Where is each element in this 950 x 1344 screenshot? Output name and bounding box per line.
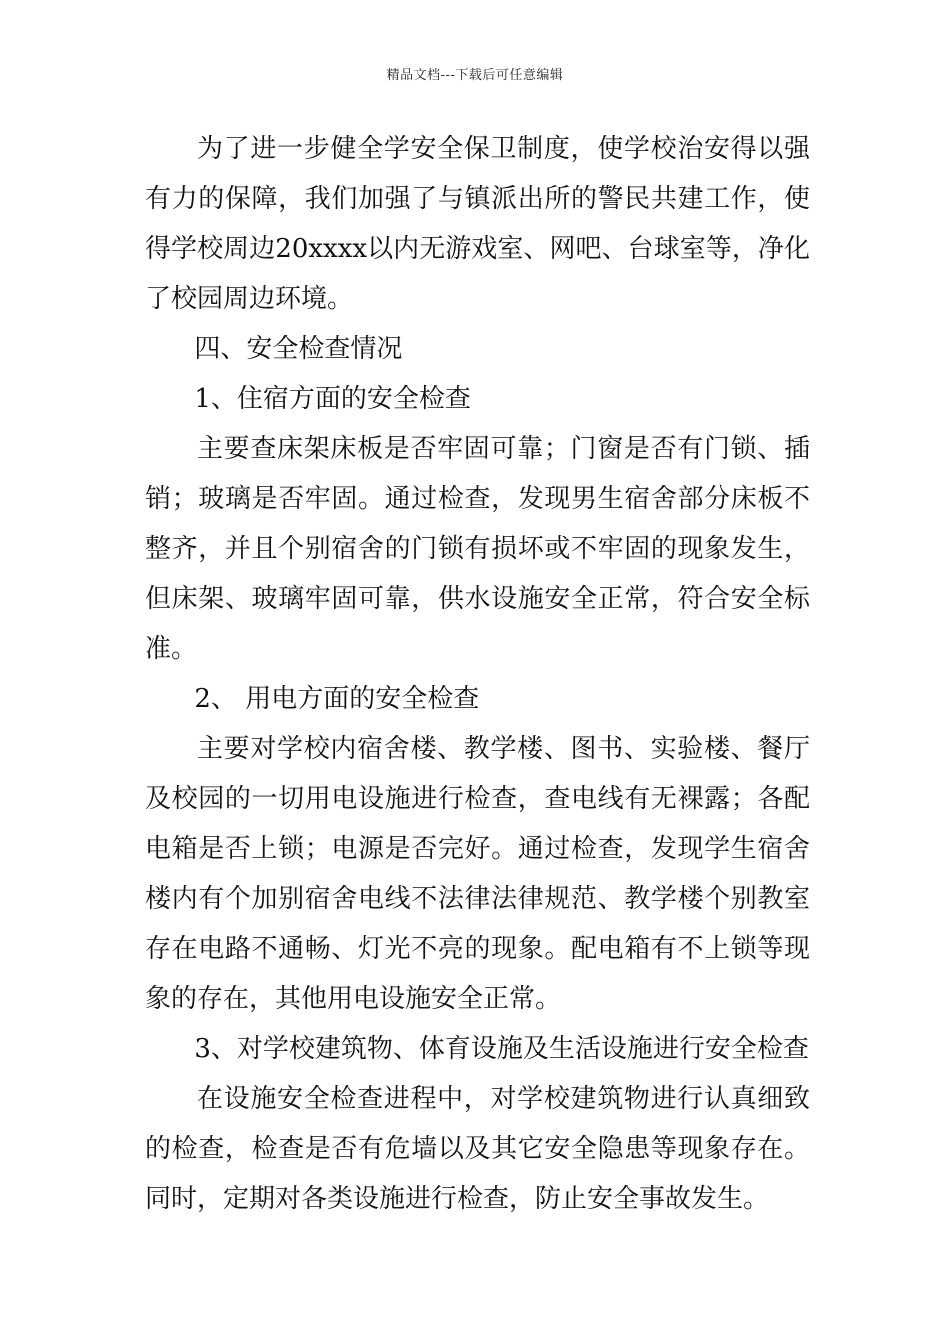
page-header: 精品文档---下载后可任意编辑 [386,68,564,83]
document-body [145,124,810,1224]
subheading-dormitory-inspection: 1、住宿方面的安全检查 [194,384,471,414]
subheading-facilities-inspection: 3、对学校建筑物、体育设施及生活设施进行安全检查 [194,1034,809,1064]
paragraph-electricity-inspection: 主要对学校内宿舍楼、教学楼、图书、实验楼、餐厅及校园的一切用电设施进行检查，查电线有无裸露；各配电箱是否上锁；电源是否完好。通过检查，发现学生宿舍楼内有个加别宿舍电线不法律法律规范、教学楼个别教室存在电路不通畅、灯光不亮的现象。配电箱有不上锁等现象的存在，其他用电设施安全正常。 [145,734,810,1014]
subheading-electricity-inspection: 2、 用电方面的安全检查 [194,684,480,714]
paragraph-facilities-inspection: 在设施安全检查进程中，对学校建筑物进行认真细致的检查，检查是否有危墙以及其它安全隐患等现象存在。同时，定期对各类设施进行检查，防止安全事故发生。 [145,1084,810,1214]
paragraph-dormitory-inspection: 主要查床架床板是否牢固可靠；门窗是否有门锁、插销；玻璃是否牢固。通过检查，发现男生宿舍部分床板不整齐，并且个别宿舍的门锁有损坏或不牢固的现象发生，但床架、玻璃牢固可靠，供水设施安全正常，符合安全标准。 [145,434,810,664]
section-heading-safety-inspection: 四、安全检查情况 [194,334,403,364]
paragraph-security-system: 为了进一步健全学安全保卫制度，使学校治安得以强有力的保障，我们加强了与镇派出所的警民共建工作，使得学校周边20xxxx以内无游戏室、网吧、台球室等，净化了校园周边环境。 [145,134,810,314]
